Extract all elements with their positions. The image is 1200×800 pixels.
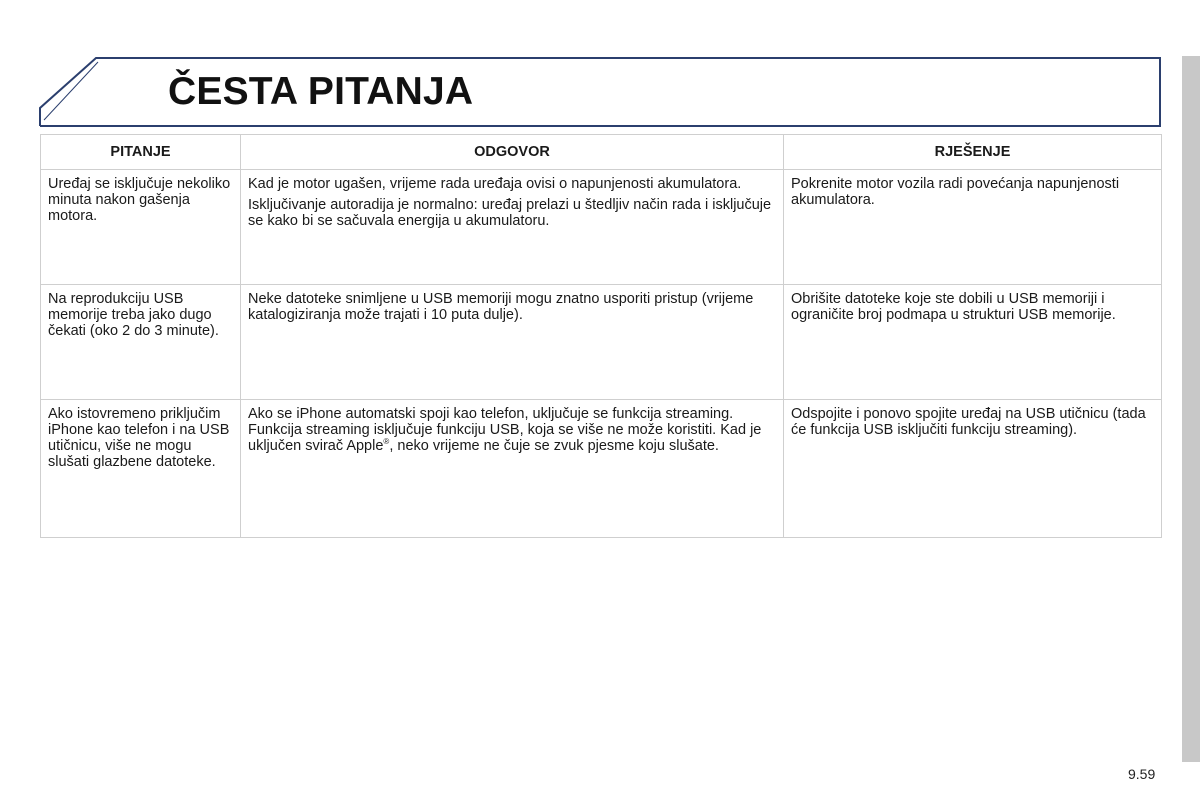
header-answer: ODGOVOR <box>241 135 784 170</box>
answer-cell <box>241 285 784 400</box>
solution-cell: Pokrenite motor vozila radi povećanja napunjenosti akumulatora. <box>784 170 1162 285</box>
page-number: 9.59 <box>1128 766 1156 782</box>
registered-mark: ® <box>383 437 390 447</box>
question-cell: Na reprodukciju USB memorije treba jako dugo čekati (oko 2 do 3 minute). <box>41 285 241 400</box>
faq-table <box>40 134 1162 538</box>
solution-cell: Odspojite i ponovo spojite uređaj na USB utičnicu (tada će funkcija USB isključiti funkciju streaming). <box>784 400 1162 538</box>
table-row <box>41 400 1162 538</box>
answer-paragraph: Neke datoteke snimljene u USB memoriji mogu znatno usporiti pristup (vrijeme katalogiziranja može trajati i 10 puta dulje). <box>248 291 754 323</box>
answer-cell <box>241 170 784 285</box>
question-cell: Ako istovremeno priključim iPhone kao telefon i na USB utičnicu, više ne mogu slušati glazbene datoteke. <box>41 400 241 538</box>
title-frame-diagonal <box>44 62 98 120</box>
solution-cell: Obrišite datoteke koje ste dobili u USB memoriji i ograničite broj podmapa u strukturi USB memorije. <box>784 285 1162 400</box>
answer-paragraph: Kad je motor ugašen, vrijeme rada uređaja ovisi o napunjenosti akumulatora. <box>248 176 742 192</box>
table-row <box>41 170 1162 285</box>
answer-paragraph <box>248 406 776 454</box>
header-question: PITANJE <box>41 135 241 170</box>
answer-paragraph: Isključivanje autoradija je normalno: uređaj prelazi u štedljiv način rada i isključuje se kako bi se sačuvala energija u akumulatoru. <box>248 197 772 229</box>
header-solution: RJEŠENJE <box>784 135 1162 170</box>
page-title: ČESTA PITANJA <box>168 70 474 113</box>
side-thumb-bar <box>1182 56 1200 762</box>
answer-text-before-mark: Ako se iPhone automatski spoji kao telefon, uključuje se funkcija streaming. Funkcija streaming isključuje funkciju USB, koja se više ne može koristiti. Kad je uključen svirač Apple <box>248 406 762 454</box>
table-header-row <box>41 135 1162 170</box>
table-row <box>41 285 1162 400</box>
question-cell: Uređaj se isključuje nekoliko minuta nakon gašenja motora. <box>41 170 241 285</box>
answer-cell <box>241 400 784 538</box>
answer-text-after-mark: , neko vrijeme ne čuje se zvuk pjesme koju slušate. <box>389 438 719 454</box>
